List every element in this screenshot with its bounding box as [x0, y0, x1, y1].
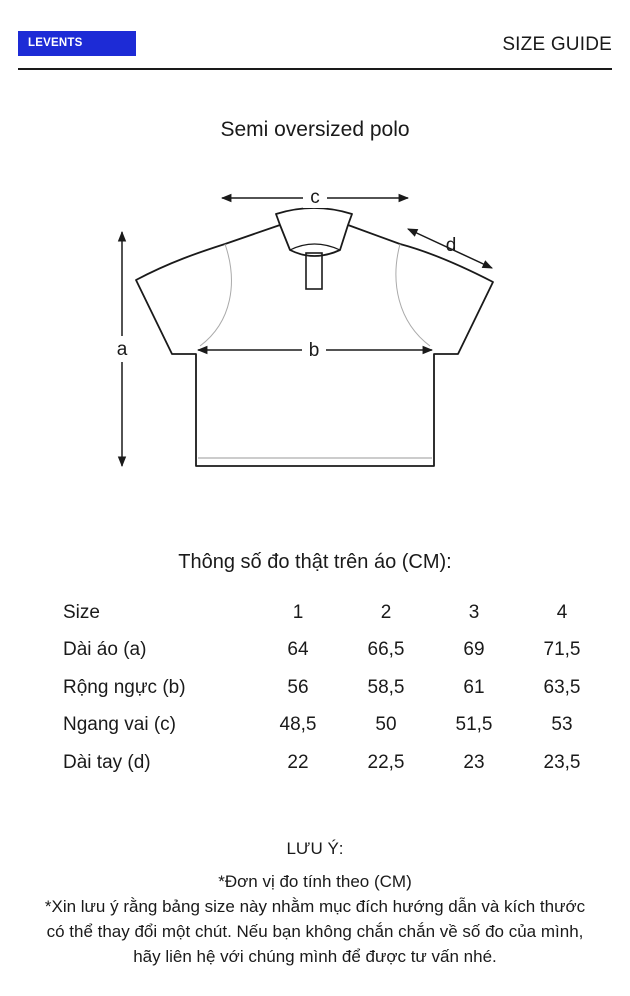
table-cell: 64: [287, 639, 309, 661]
table-header-row: [63, 594, 606, 632]
table-cell: 66,5: [367, 639, 405, 661]
size-table: [63, 594, 606, 782]
header-cell: 4: [556, 601, 568, 623]
table-cell: 71,5: [543, 639, 581, 661]
table-cell: 23: [463, 751, 485, 773]
notes-heading: LƯU Ý:: [286, 839, 344, 858]
table-cell: 48,5: [279, 714, 317, 736]
table-row: [63, 632, 606, 670]
unit-note: *Đơn vị đo tính theo (CM): [218, 872, 412, 891]
table-row: [63, 669, 606, 707]
measure-d-label: d: [445, 235, 457, 256]
measure-b-label: b: [308, 340, 320, 361]
row-label: Rộng ngực (b): [63, 676, 186, 698]
left-armhole-seam: [200, 244, 231, 346]
placket: [306, 253, 322, 289]
table-row: [63, 707, 606, 745]
header-cell: Size: [63, 601, 100, 623]
measure-c-label: c: [310, 187, 320, 208]
table-cell: 58,5: [367, 676, 405, 698]
table-row: [63, 744, 606, 782]
size-table-title: Thông số đo thật trên áo (CM):: [178, 551, 452, 573]
table-cell: 22: [287, 751, 309, 773]
table-cell: 56: [287, 676, 309, 698]
table-cell: 23,5: [543, 751, 581, 773]
table-cell: 50: [375, 714, 397, 736]
right-armhole-seam: [396, 244, 430, 346]
disclaimer-note: *Xin lưu ý rằng bảng size này nhằm mục đích hướng dẫn và kích thước có thể thay đổi một chút. Nếu bạn không chắn chắn về số đo của mình, hãy liên hệ với chúng mình để được tư vấn nhé.: [44, 897, 586, 966]
collar: [276, 208, 352, 256]
product-title: Semi oversized polo: [220, 118, 410, 141]
table-cell: 61: [463, 676, 485, 698]
measure-a-label: a: [116, 339, 128, 360]
table-cell: 22,5: [367, 751, 405, 773]
row-label: Dài áo (a): [63, 639, 147, 661]
row-label: Ngang vai (c): [63, 714, 176, 736]
row-label: Dài tay (d): [63, 751, 151, 773]
header-cell: 2: [380, 601, 392, 623]
header-cell: 1: [292, 601, 304, 623]
notes-section: [40, 836, 590, 969]
table-cell: 53: [551, 714, 573, 736]
page-title: SIZE GUIDE: [502, 34, 612, 55]
table-cell: 63,5: [543, 676, 581, 698]
brand-logo: LEVENTS: [18, 31, 136, 56]
table-cell: 51,5: [455, 714, 493, 736]
table-cell: 69: [463, 639, 485, 661]
header-cell: 3: [468, 601, 480, 623]
